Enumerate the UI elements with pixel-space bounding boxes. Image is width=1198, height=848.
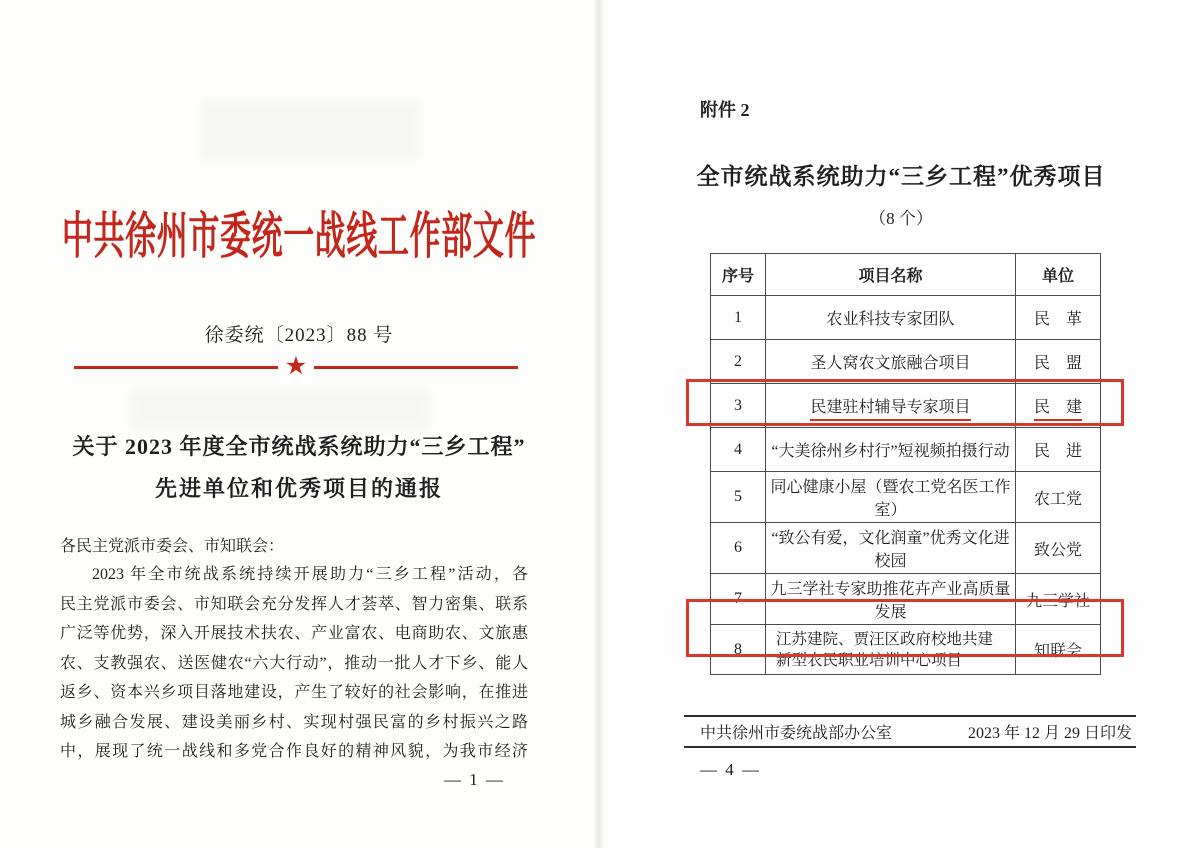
- salutation: 各民主党派市委会、市知联会：: [60, 538, 285, 555]
- projects-table-wrap: [710, 253, 1100, 675]
- cell-no: 6: [711, 523, 766, 574]
- cell-unit: 知联会: [1016, 625, 1101, 675]
- attachment-title: 全市统战系统助力“三乡工程”优秀项目: [696, 164, 1106, 189]
- colophon: [684, 715, 1136, 748]
- star-icon: ★: [284, 353, 308, 380]
- body-line: 返乡、资本兴乡项目落地建设，产生了较好的社会影响，在推进: [60, 684, 528, 701]
- cell-project: “大美徐州乡村行”短视频拍摄行动: [766, 428, 1016, 472]
- body-lines: [60, 560, 528, 767]
- cell-unit: 民 进: [1016, 428, 1101, 472]
- cell-project: 同心健康小屋（暨农工党名医工作室）: [766, 472, 1016, 523]
- document-title-line1: 关于 2023 年度全市统战系统助力“三乡工程”: [72, 434, 526, 459]
- colophon-office: 中共徐州市委统战部办公室: [700, 725, 893, 742]
- body-line: 民主党派市委会、市知联会充分发挥人才荟萃、智力密集、联系: [60, 595, 528, 613]
- cell-project: 民建驻村辅导专家项目: [766, 384, 1016, 428]
- cell-no: 7: [711, 574, 766, 625]
- table-row: [711, 523, 1101, 574]
- cell-unit: 民 盟: [1016, 340, 1101, 384]
- attachment-subtitle: （8 个）: [869, 209, 933, 228]
- page-number-left: — 1 —: [444, 770, 505, 789]
- cell-project: “致公有爱，文化润童”优秀文化进校园: [766, 523, 1016, 574]
- cell-project: 江苏建院、贾汪区政府校地共建新型农民职业培训中心项目: [766, 625, 1016, 675]
- cell-project: 农业科技专家团队: [766, 296, 1016, 340]
- cell-unit: 农工党: [1016, 472, 1101, 523]
- cell-no: 8: [711, 625, 766, 675]
- header-project: 项目名称: [766, 254, 1016, 296]
- header-no: 序号: [711, 254, 766, 296]
- red-rule-left-segment: [74, 366, 278, 369]
- cell-no: 1: [711, 296, 766, 340]
- page-number-right: — 4 —: [700, 760, 761, 779]
- projects-table-body: [711, 296, 1101, 675]
- cell-no: 5: [711, 472, 766, 523]
- red-rule: [74, 354, 518, 380]
- body-line: 2023 年全市统战系统持续开展助力“三乡工程”活动，各: [92, 566, 528, 583]
- table-header-row: [711, 254, 1101, 296]
- body-line: 中，展现了统一战线和多党合作良好的精神风貌，为我市经济: [60, 743, 528, 760]
- colophon-print-date: 2023 年 12 月 29 日印发: [967, 725, 1132, 742]
- table-row: [711, 296, 1101, 340]
- table-row: [711, 472, 1101, 523]
- scan-artifact: [200, 100, 420, 160]
- header-unit: 单位: [1016, 254, 1101, 296]
- cell-unit: 民 建: [1016, 384, 1101, 428]
- cell-unit: 致公党: [1016, 523, 1101, 574]
- cell-unit: 九三学社: [1016, 574, 1101, 625]
- red-rule-right-segment: [314, 366, 518, 369]
- scan-artifact: [130, 390, 430, 430]
- cell-unit: 民 革: [1016, 296, 1101, 340]
- cell-no: 4: [711, 428, 766, 472]
- projects-table-head: [711, 254, 1101, 296]
- page-right: [604, 0, 1198, 848]
- document-number: 徐委统〔2023〕88 号: [204, 325, 394, 346]
- table-row: [711, 340, 1101, 384]
- table-row: [711, 574, 1101, 625]
- table-row: [711, 384, 1101, 428]
- projects-table: [710, 253, 1101, 675]
- cell-no: 3: [711, 384, 766, 428]
- body-line: 城乡融合发展、建设美丽乡村、实现村强民富的乡村振兴之路: [60, 713, 528, 731]
- cell-project: 九三学社专家助推花卉产业高质量发展: [766, 574, 1016, 625]
- org-header-title: 中共徐州市委统一战线工作部文件: [61, 208, 537, 264]
- document-title-line2: 先进单位和优秀项目的通报: [154, 476, 443, 501]
- body-line: 广泛等优势，深入开展技术扶农、产业富农、电商助农、文旅惠: [60, 625, 528, 642]
- cell-no: 2: [711, 340, 766, 384]
- table-row: [711, 625, 1101, 675]
- attachment-label: 附件 2: [700, 100, 750, 120]
- cell-project: 圣人窝农文旅融合项目: [766, 340, 1016, 384]
- table-row: [711, 428, 1101, 472]
- page-left: [0, 0, 598, 848]
- body-line: 农、支教强农、送医健农“六大行动”，推动一批人才下乡、能人: [60, 654, 528, 672]
